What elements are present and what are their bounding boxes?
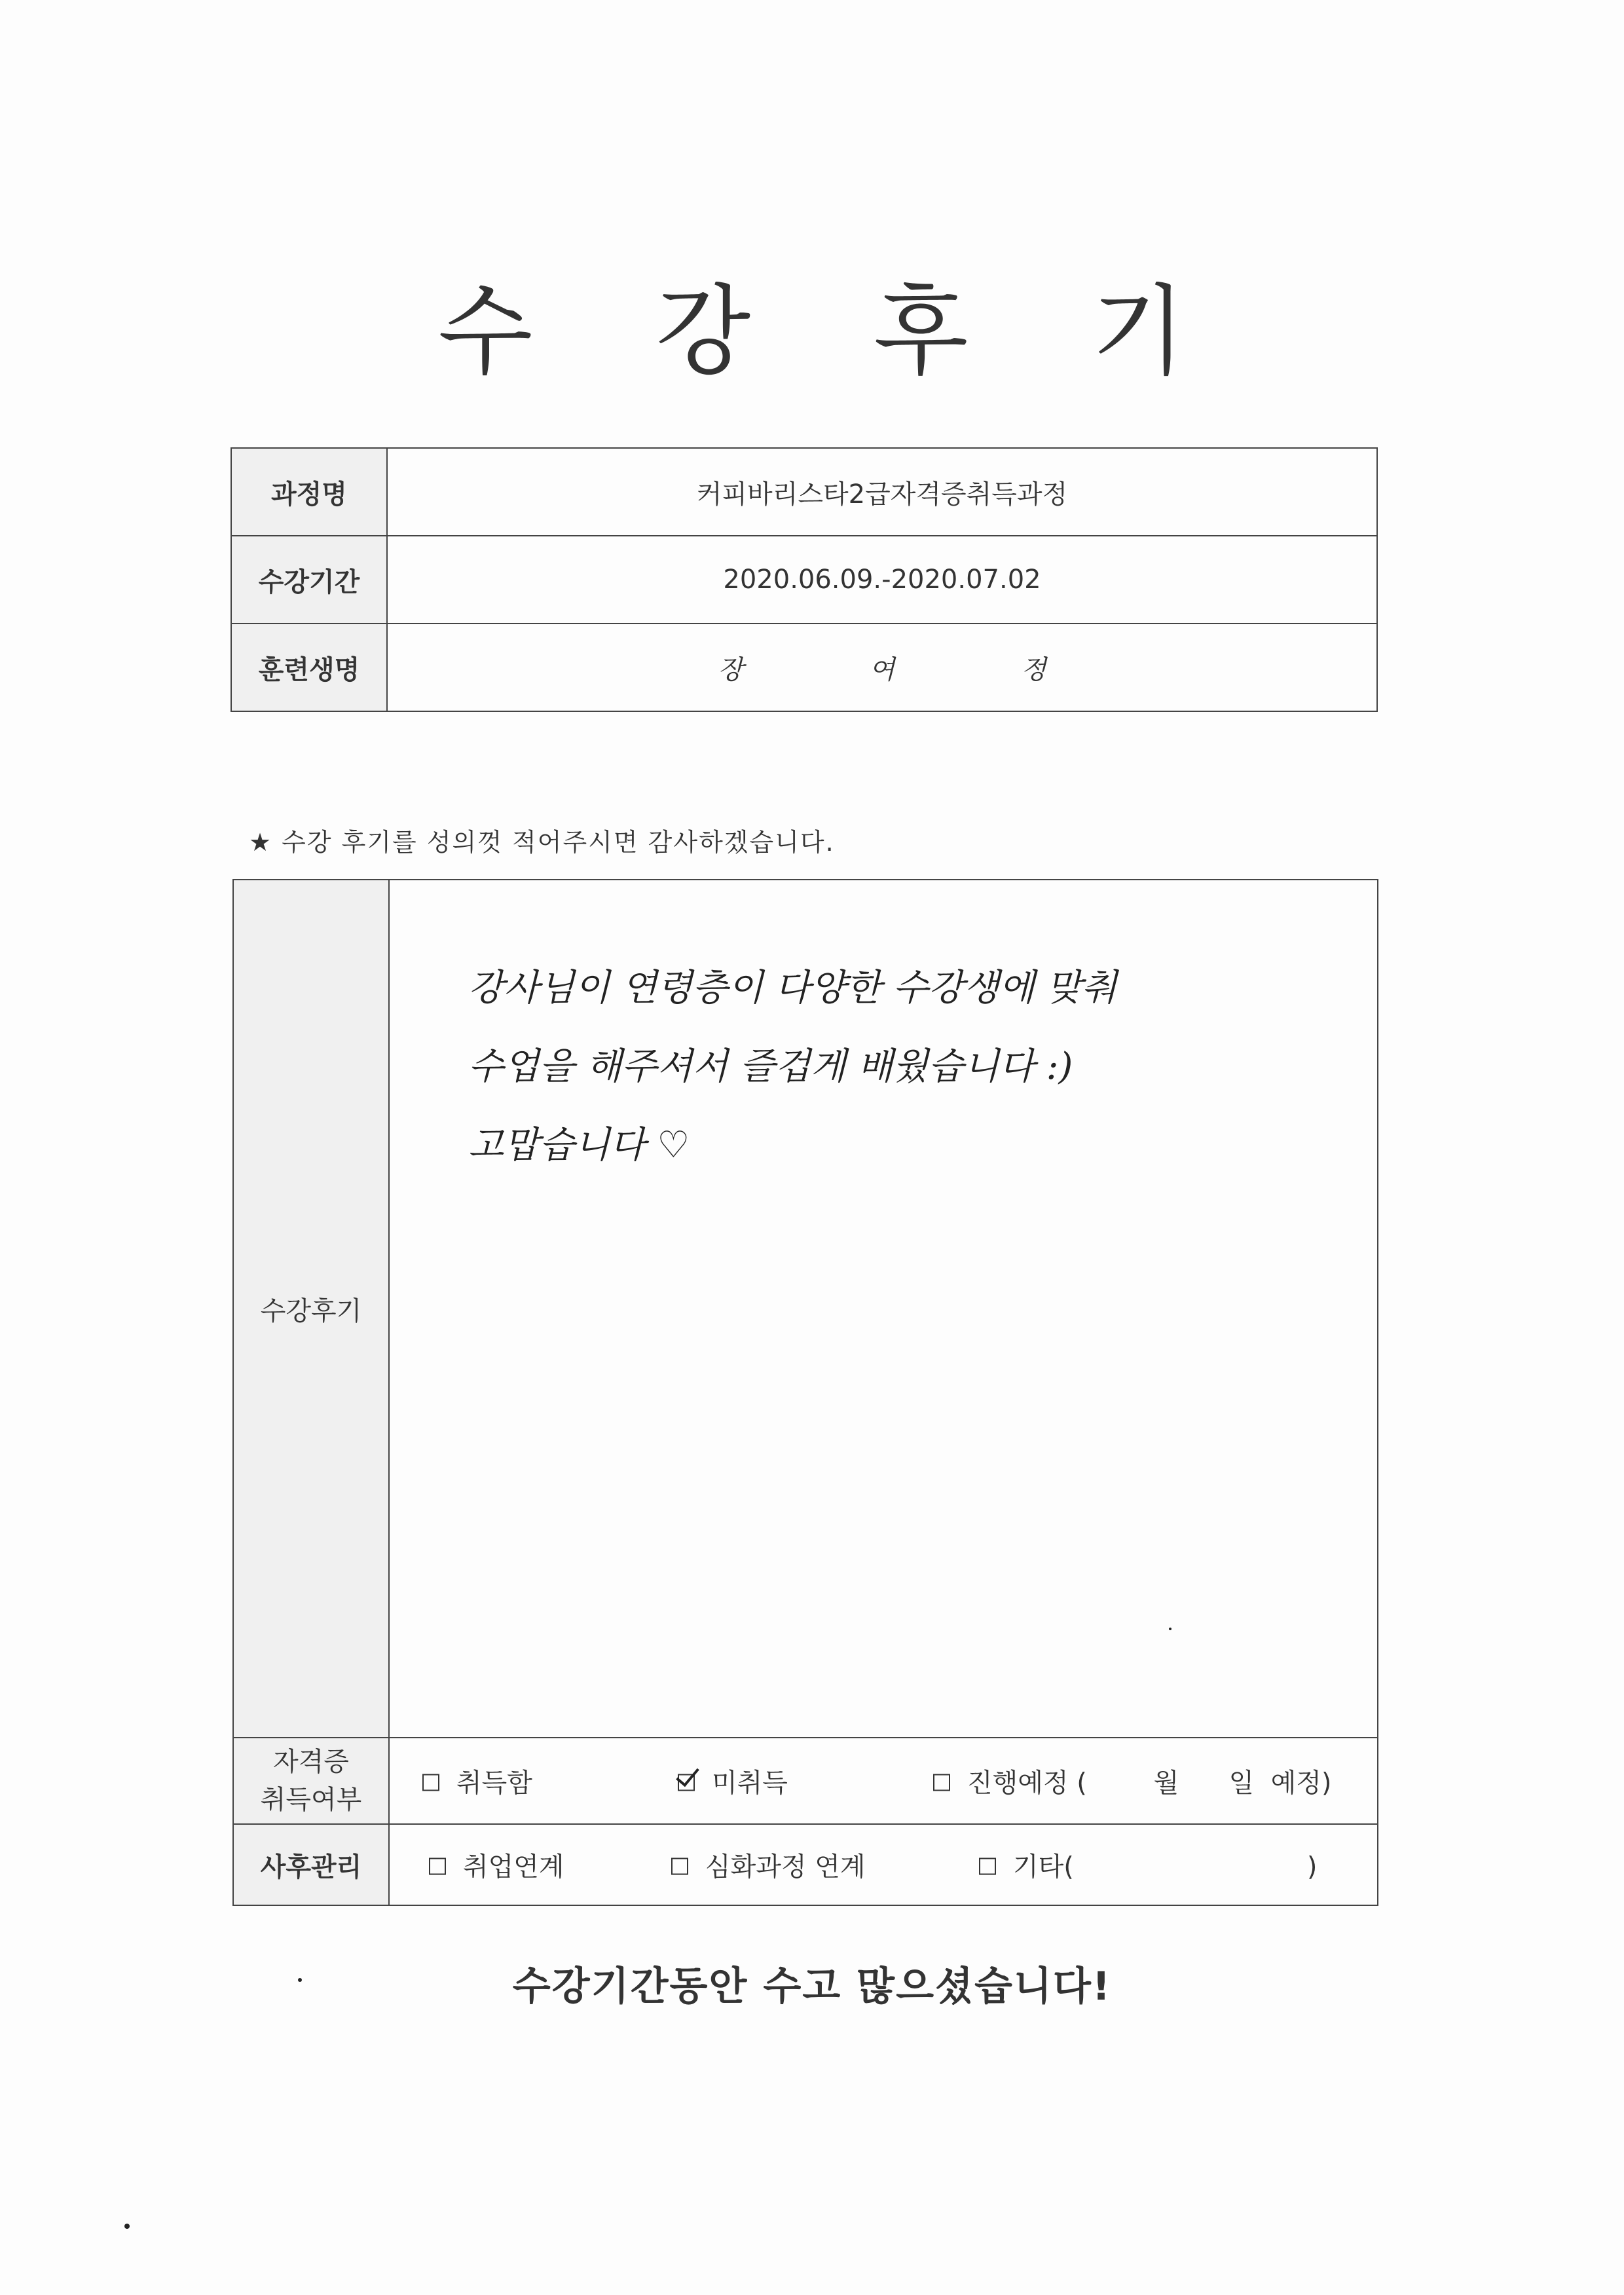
checkbox-icon[interactable] [422, 1774, 439, 1791]
certification-options [389, 1738, 1378, 1824]
trainee-name-label: 훈련생명 [231, 624, 387, 711]
scan-speck [298, 1978, 302, 1982]
checkbox-icon[interactable] [979, 1858, 996, 1875]
aftercare-option-employment[interactable]: 취업연계 [429, 1846, 564, 1884]
aftercare-options [389, 1824, 1378, 1905]
review-line: 고맙습니다 ♡ [468, 1124, 690, 1166]
course-period-label: 수강기간 [231, 536, 387, 624]
certification-label-line2: 취득여부 [260, 1785, 362, 1815]
course-period-value: 2020.06.09.-2020.07.02 [387, 536, 1377, 624]
review-line: 수업을 해주셔서 즐겁게 배웠습니다 :) [468, 1045, 1073, 1088]
trainee-name-value: 장 여 정 [387, 624, 1377, 711]
certification-option-acquired[interactable]: 취득함 [422, 1763, 532, 1800]
aftercare-option-other[interactable]: 기타( ) [979, 1846, 1318, 1884]
certification-option-not-acquired[interactable]: 미취득 [678, 1763, 788, 1800]
certification-label-line1: 자격증 [273, 1747, 349, 1777]
course-info-table [231, 447, 1378, 712]
scan-speck [124, 2224, 130, 2229]
checkbox-icon[interactable] [671, 1858, 688, 1875]
checked-checkbox-icon[interactable] [678, 1774, 695, 1791]
review-line: 강사님이 연령층이 다양한 수강생에 맞춰 [468, 967, 1117, 1009]
aftercare-label: 사후관리 [233, 1824, 389, 1905]
closing-message: 수강기간동안 수고 많으셨습니다! [512, 1964, 1112, 2009]
certification-label [233, 1738, 389, 1824]
checkbox-icon[interactable] [429, 1858, 446, 1875]
scan-speck [1169, 1628, 1172, 1630]
review-content [389, 880, 1378, 1738]
course-name-label: 과정명 [231, 448, 387, 536]
instruction-note: ★ 수강 후기를 성의껏 적어주시면 감사하겠습니다. [249, 828, 835, 857]
course-name-value: 커피바리스타2급자격증취득과정 [387, 448, 1377, 536]
document-title: 수 강 후 기 [437, 275, 1232, 389]
aftercare-option-advanced-course[interactable]: 심화과정 연계 [671, 1846, 866, 1884]
certification-option-scheduled[interactable]: 진행예정 ( 월 일 예정) [933, 1763, 1331, 1800]
review-label: 수강후기 [233, 880, 389, 1738]
review-table [232, 879, 1378, 1906]
checkbox-icon[interactable] [933, 1774, 950, 1791]
